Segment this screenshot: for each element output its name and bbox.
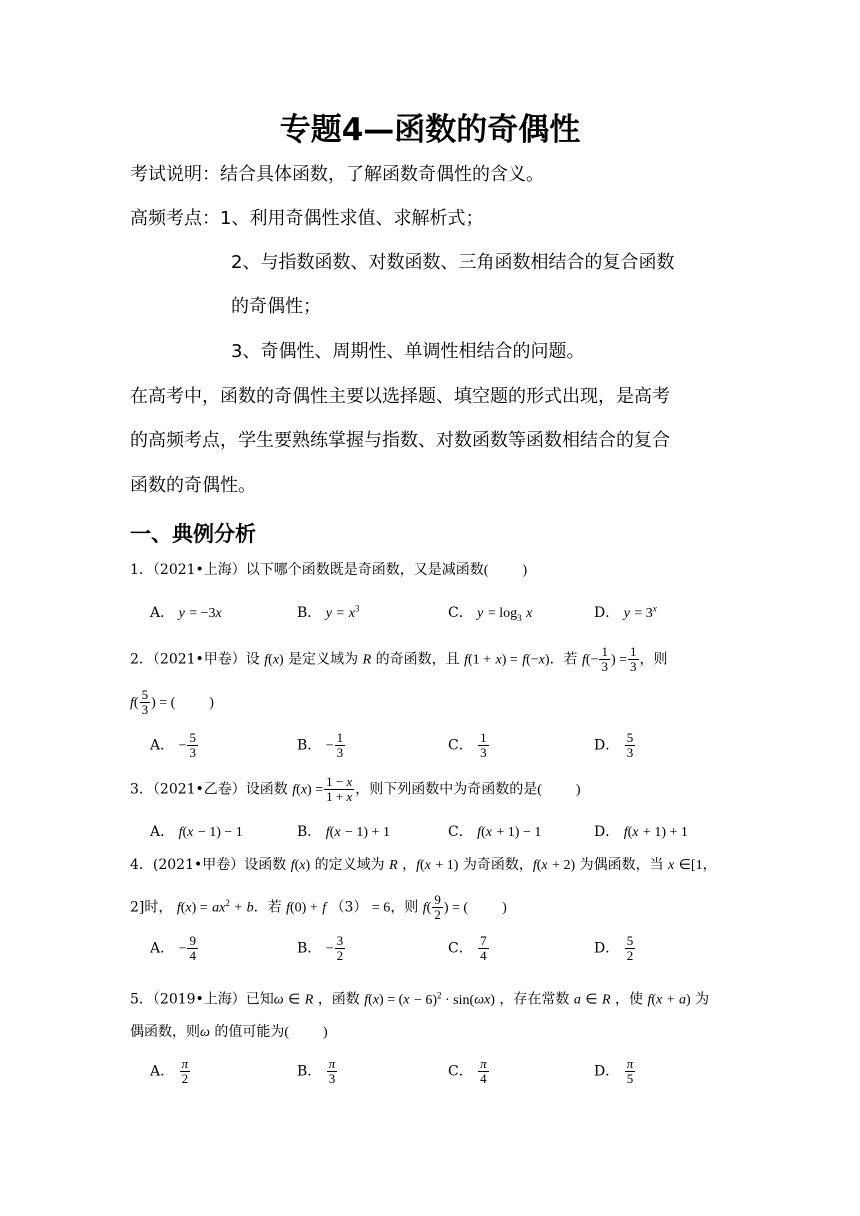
- freq-point-2-cont: 的奇偶性；: [231, 296, 321, 317]
- q1-option-c: C． $y = \log_3 x$: [448, 605, 533, 623]
- q2-option-a: A． − $\frac{5}{3}$: [150, 730, 196, 760]
- q3-option-b: B． f(x − 1) + 1: [297, 824, 390, 840]
- q3-option-c: C． f(x + 1) − 1: [448, 824, 542, 840]
- q3-option-d: D． f(x + 1) + 1: [594, 824, 688, 840]
- q4-option-d: D． $\frac{5}{2}$: [594, 933, 634, 963]
- question-4-cont: 2]时， $f(x) = ax^2 + b$．若 f(0) + f （3） = 6，则 f( $\frac{9}{2}$ ) = ( ): [130, 892, 507, 923]
- q1-option-a: A． y = −3x: [150, 605, 222, 621]
- freq-point-2: 2、与指数函数、对数函数、三角函数相结合的复合函数: [231, 252, 675, 273]
- q3-option-a: A． f(x − 1) − 1: [150, 824, 243, 840]
- page-title: 专题4—函数的奇偶性: [279, 112, 581, 148]
- q5-option-c: C． $\frac{\pi}{4}$: [448, 1056, 487, 1086]
- question-4: 4．(2021•甲卷）设函数 f(x) 的定义域为 R ，f(x + 1) 为奇函数，f(x + 2) 为偶函数，当 x ∈[1，: [130, 857, 717, 873]
- q5-option-b: B． $\frac{\pi}{3}$: [297, 1056, 336, 1086]
- freq-point-1: 1、利用奇偶性求值、求解析式；: [220, 208, 484, 229]
- intro-line-1: 在高考中，函数的奇偶性主要以选择题、填空题的形式出现，是高考: [130, 386, 670, 407]
- q1-option-b: B． $y = x^3$: [297, 603, 360, 621]
- freq-label: 高频考点：: [130, 208, 220, 229]
- q5-option-a: A． $\frac{\pi}{2}$: [150, 1056, 189, 1086]
- q4-option-b: B． − $\frac{3}{2}$: [297, 933, 344, 963]
- q1-stem: 1．（2021•上海）以下哪个函数既是奇函数，又是减函数: [130, 562, 484, 578]
- question-5-cont: 偶函数，则ω 的值可能为( ): [130, 1024, 328, 1040]
- question-1: 1．（2021•上海）以下哪个函数既是奇函数，又是减函数( ): [130, 562, 528, 578]
- q5-option-d: D． $\frac{\pi}{5}$: [594, 1056, 634, 1086]
- q1-option-d: D． $y = 3^x$: [594, 603, 657, 621]
- question-2-cont: f( $\frac{5}{3}$ ) = ( ): [130, 687, 214, 717]
- freq-point-3: 3、奇偶性、周期性、单调性相结合的问题。: [231, 341, 585, 362]
- q2-option-b: B． − $\frac{1}{3}$: [297, 730, 344, 760]
- exam-note: 考试说明：结合具体函数，了解函数奇偶性的含义。: [130, 164, 544, 185]
- q4-option-c: C． $\frac{7}{4}$: [448, 933, 487, 963]
- question-2: 2．（2021•甲卷）设 f(x) 是定义域为 R 的奇函数，且 f(1 + x) = f(−x)．若 f(− $\frac{1}{3}$ ) = $\frac{1}{3}$ ，则: [130, 644, 668, 674]
- question-5: 5．（2019•上海）已知ω ∈ R ，函数 $f(x) = (x - 6)^2 \cdot \sin(\omega x)$ ，存在常数 a ∈ R ，使 f(x + a) 为: [130, 990, 710, 1008]
- q4-option-a: A． − $\frac{9}{4}$: [150, 933, 196, 963]
- q2-option-c: C． $\frac{1}{3}$: [448, 730, 487, 760]
- intro-line-3: 函数的奇偶性。: [130, 475, 256, 496]
- section-title: 一、典例分析: [130, 522, 256, 546]
- intro-line-2: 的高频考点，学生要熟练掌握与指数、对数函数等函数相结合的复合: [130, 430, 670, 451]
- question-3: 3．（2021•乙卷）设函数 f(x) = $\frac{1 - x}{1 + x}$ ，则下列函数中为奇函数的是( ): [130, 774, 581, 804]
- q2-option-d: D． $\frac{5}{3}$: [594, 730, 634, 760]
